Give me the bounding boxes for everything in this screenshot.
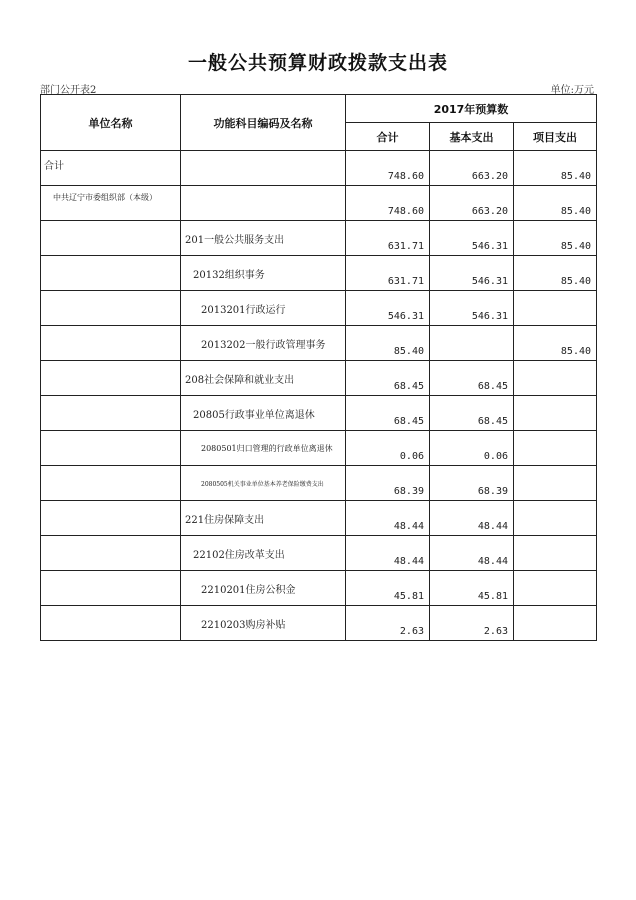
basic-cell: 663.20 [430, 151, 514, 186]
page-title: 一般公共预算财政拨款支出表 [187, 52, 448, 74]
basic-cell: 48.44 [430, 536, 514, 571]
table-row [41, 361, 597, 396]
table-row [41, 186, 597, 221]
function-cell [181, 186, 346, 221]
table-row [41, 466, 597, 501]
function-cell: 201一般公共服务支出 [181, 221, 346, 256]
table-row [41, 256, 597, 291]
function-cell: 2013201行政运行 [181, 291, 346, 326]
total-cell: 631.71 [346, 256, 430, 291]
basic-cell: 546.31 [430, 291, 514, 326]
project-cell [514, 361, 597, 396]
table-row [41, 536, 597, 571]
function-cell: 20805行政事业单位离退休 [181, 396, 346, 431]
form-code: 部门公开表2 [40, 85, 97, 96]
header-project: 项目支出 [514, 123, 597, 151]
project-cell [514, 291, 597, 326]
total-cell: 68.45 [346, 361, 430, 396]
table-row [41, 221, 597, 256]
table-row [41, 501, 597, 536]
function-cell: 2210203购房补贴 [181, 606, 346, 641]
function-cell: 2013202一般行政管理事务 [181, 326, 346, 361]
basic-cell: 0.06 [430, 431, 514, 466]
function-cell: 2080505机关事业单位基本养老保险缴费支出 [181, 466, 346, 501]
function-cell [181, 151, 346, 186]
table-row [41, 431, 597, 466]
basic-cell: 546.31 [430, 221, 514, 256]
total-cell: 48.44 [346, 536, 430, 571]
header-basic: 基本支出 [430, 123, 514, 151]
project-cell [514, 466, 597, 501]
table-row [41, 396, 597, 431]
unit-cell: 中共辽宁市委组织部（本级） [41, 186, 181, 221]
unit-cell [41, 536, 181, 571]
table-row [41, 326, 597, 361]
unit-cell [41, 466, 181, 501]
function-cell: 2080501归口管理的行政单位离退休 [181, 431, 346, 466]
project-cell [514, 536, 597, 571]
function-cell: 221住房保障支出 [181, 501, 346, 536]
function-cell: 208社会保障和就业支出 [181, 361, 346, 396]
header-unit-name: 单位名称 [41, 95, 181, 151]
project-cell: 85.40 [514, 186, 597, 221]
basic-cell: 48.44 [430, 501, 514, 536]
total-cell: 48.44 [346, 501, 430, 536]
basic-cell: 2.63 [430, 606, 514, 641]
header-function-code: 功能科目编码及名称 [181, 95, 346, 151]
total-cell: 45.81 [346, 571, 430, 606]
project-cell [514, 396, 597, 431]
total-cell: 68.45 [346, 396, 430, 431]
header-budget-year: 2017年预算数 [346, 95, 597, 123]
basic-cell: 45.81 [430, 571, 514, 606]
unit-cell [41, 326, 181, 361]
table-row [41, 151, 597, 186]
basic-cell: 663.20 [430, 186, 514, 221]
unit-cell [41, 361, 181, 396]
table-row [41, 606, 597, 641]
unit-cell [41, 606, 181, 641]
basic-cell: 68.39 [430, 466, 514, 501]
basic-cell: 68.45 [430, 396, 514, 431]
unit-cell: 合计 [41, 151, 181, 186]
project-cell: 85.40 [514, 151, 597, 186]
unit-cell [41, 291, 181, 326]
budget-table [40, 94, 597, 641]
unit-label: 单位:万元 [550, 85, 594, 96]
basic-cell [430, 326, 514, 361]
header-total: 合计 [346, 123, 430, 151]
total-cell: 748.60 [346, 151, 430, 186]
function-cell: 22102住房改革支出 [181, 536, 346, 571]
total-cell: 0.06 [346, 431, 430, 466]
unit-cell [41, 221, 181, 256]
project-cell [514, 606, 597, 641]
basic-cell: 546.31 [430, 256, 514, 291]
function-cell: 2210201住房公积金 [181, 571, 346, 606]
project-cell [514, 501, 597, 536]
table-row [41, 571, 597, 606]
project-cell [514, 571, 597, 606]
table-row [41, 291, 597, 326]
total-cell: 546.31 [346, 291, 430, 326]
basic-cell: 68.45 [430, 361, 514, 396]
project-cell: 85.40 [514, 326, 597, 361]
total-cell: 85.40 [346, 326, 430, 361]
project-cell: 85.40 [514, 221, 597, 256]
unit-cell [41, 396, 181, 431]
total-cell: 68.39 [346, 466, 430, 501]
unit-cell [41, 431, 181, 466]
function-cell: 20132组织事务 [181, 256, 346, 291]
unit-cell [41, 571, 181, 606]
project-cell [514, 431, 597, 466]
total-cell: 2.63 [346, 606, 430, 641]
total-cell: 748.60 [346, 186, 430, 221]
unit-cell [41, 256, 181, 291]
project-cell: 85.40 [514, 256, 597, 291]
unit-cell [41, 501, 181, 536]
total-cell: 631.71 [346, 221, 430, 256]
